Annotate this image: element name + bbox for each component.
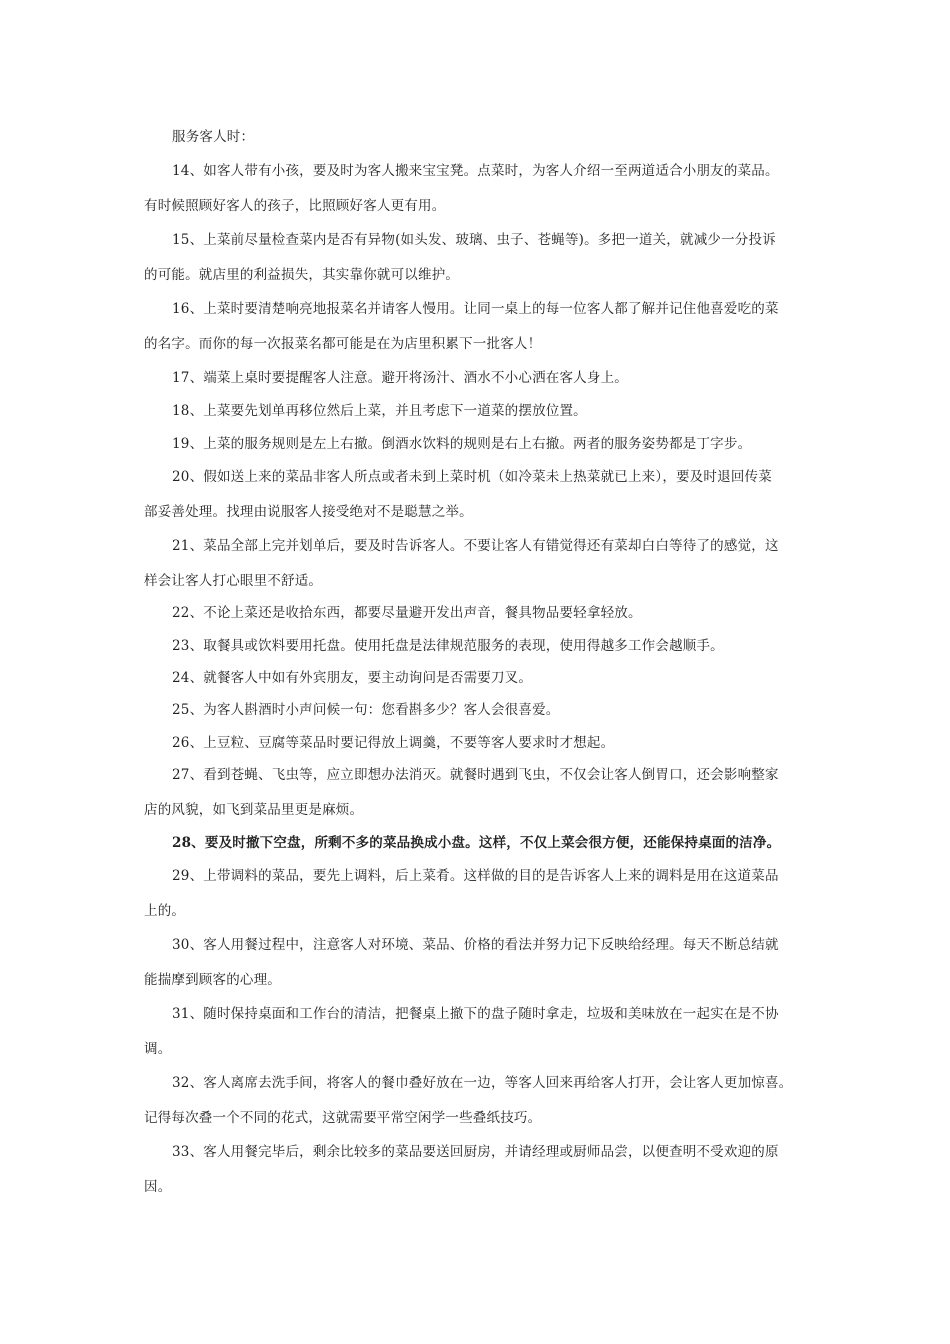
paragraph-line: 22、不论上菜还是收拾东西，都要尽量避开发出声音，餐具物品要轻拿轻放。 — [172, 605, 642, 621]
paragraph-line: 29、上带调料的菜品，要先上调料，后上菜肴。这样做的目的是告诉客人上来的调料是用在这道菜品 — [172, 868, 779, 884]
paragraph-line: 21、菜品全部上完并划单后，要及时告诉客人。不要让客人有错觉得还有菜却白白等待了的感觉，这 — [172, 538, 779, 554]
paragraph-line: 15、上菜前尽量检查菜内是否有异物(如头发、玻璃、虫子、苍蝇等)。多把一道关，就减少一分投诉 — [172, 232, 776, 248]
paragraph-line: 18、上菜要先划单再移位然后上菜，并且考虑下一道菜的摆放位置。 — [172, 403, 587, 419]
paragraph-line: 27、看到苍蝇、飞虫等，应立即想办法消灭。就餐时遇到飞虫，不仅会让客人倒胃口，还会影响整家 — [172, 767, 779, 783]
paragraph-line: 14、如客人带有小孩，要及时为客人搬来宝宝凳。点菜时，为客人介绍一至两道适合小朋友的菜品。 — [172, 163, 779, 179]
paragraph-line: 上的。 — [144, 903, 186, 919]
paragraph-line: 25、为客人斟酒时小声问候一句：您看斟多少？客人会很喜爱。 — [172, 702, 560, 718]
paragraph-line: 33、客人用餐完毕后，剩余比较多的菜品要送回厨房，并请经理或厨师品尝，以便查明不受欢迎的原 — [172, 1144, 779, 1160]
paragraph-line: 17、端菜上桌时要提醒客人注意。避开将汤汁、酒水不小心洒在客人身上。 — [172, 370, 628, 386]
paragraph-line: 有时候照顾好客人的孩子，比照顾好客人更有用。 — [144, 198, 446, 214]
paragraph-line: 样会让客人打心眼里不舒适。 — [144, 573, 323, 589]
paragraph-line: 20、假如送上来的菜品非客人所点或者未到上菜时机（如冷菜未上热菜就已上来），要及时退回传菜 — [172, 469, 772, 485]
paragraph-line: 16、上菜时要清楚响亮地报菜名并请客人慢用。让同一桌上的每一位客人都了解并记住他喜爱吃的菜 — [172, 301, 779, 317]
paragraph-line: 部妥善处理。找理由说服客人接受绝对不是聪慧之举。 — [144, 504, 473, 520]
paragraph-line: 的可能。就店里的利益损失，其实靠你就可以维护。 — [144, 267, 460, 283]
paragraph-line-bold: 28、要及时撤下空盘，所剩不多的菜品换成小盘。这样，不仅上菜会很方便，还能保持桌面的洁净。 — [172, 835, 781, 851]
paragraph-line: 调。 — [144, 1041, 172, 1057]
paragraph-line: 记得每次叠一个不同的花式，这就需要平常空闲学一些叠纸技巧。 — [144, 1110, 542, 1126]
paragraph-line: 能揣摩到顾客的心理。 — [144, 972, 281, 988]
paragraph-line: 24、就餐客人中如有外宾朋友，要主动询问是否需要刀叉。 — [172, 670, 533, 686]
paragraph-line: 19、上菜的服务规则是左上右撤。倒酒水饮料的规则是右上右撤。两者的服务姿势都是丁字步。 — [172, 436, 752, 452]
paragraph-line: 23、取餐具或饮料要用托盘。使用托盘是法律规范服务的表现，使用得越多工作会越顺手。 — [172, 638, 724, 654]
paragraph-line: 店的风貌，如飞到菜品里更是麻烦。 — [144, 802, 364, 818]
paragraph-line: 30、客人用餐过程中，注意客人对环境、菜品、价格的看法并努力记下反映给经理。每天不断总结就 — [172, 937, 779, 953]
paragraph-line: 31、随时保持桌面和工作台的清洁，把餐桌上撤下的盘子随时拿走，垃圾和美味放在一起实在是不协 — [172, 1006, 779, 1022]
paragraph-line: 的名字。而你的每一次报菜名都可能是在为店里积累下一批客人！ — [144, 336, 542, 352]
section-heading: 服务客人时： — [172, 129, 255, 145]
paragraph-line: 因。 — [144, 1179, 172, 1195]
paragraph-line: 32、客人离席去洗手间，将客人的餐巾叠好放在一边，等客人回来再给客人打开，会让客人更加惊喜。 — [172, 1075, 793, 1091]
paragraph-line: 26、上豆粒、豆腐等菜品时要记得放上调羹，不要等客人要求时才想起。 — [172, 735, 615, 751]
